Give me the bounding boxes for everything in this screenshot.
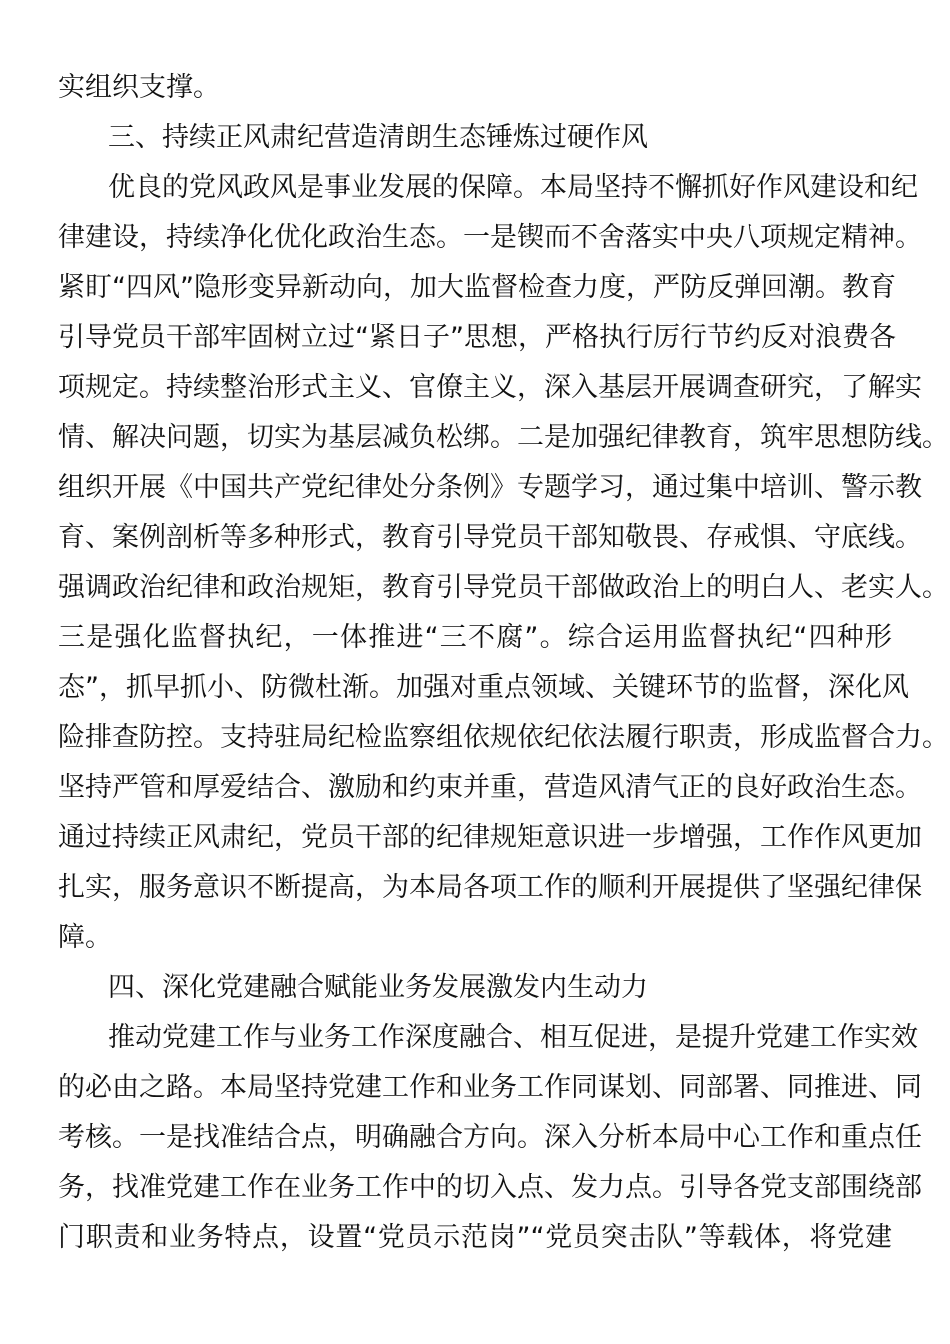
text-line: 推动党建工作与业务工作深度融合、相互促进，是提升党建工作实效	[108, 1022, 918, 1053]
text-line: 情、解决问题，切实为基层减负松绑。二是加强纪律教育，筑牢思想防线。	[58, 422, 949, 453]
text-line: 的必由之路。本局坚持党建工作和业务工作同谋划、同部署、同推进、同	[58, 1072, 922, 1103]
text-line: 坚持严管和厚爱结合、激励和约束并重，营造风清气正的良好政治生态。	[58, 772, 922, 803]
text-line: 务，找准党建工作在业务工作中的切入点、发力点。引导各党支部围绕部	[58, 1172, 922, 1203]
text-line: 紧盯“四风”隐形变异新动向，加大监督检查力度，严防反弹回潮。教育	[58, 272, 896, 303]
text-line: 优良的党风政风是事业发展的保障。本局坚持不懈抓好作风建设和纪	[108, 172, 918, 203]
text-line: 律建设，持续净化优化政治生态。一是锲而不舍落实中央八项规定精神。	[58, 222, 922, 253]
text-line: 障。	[58, 922, 112, 953]
text-line: 扎实，服务意识不断提高，为本局各项工作的顺利开展提供了坚强纪律保	[58, 872, 922, 903]
section-heading: 四、深化党建融合赋能业务发展激发内生动力	[108, 972, 648, 1003]
text-line: 实组织支撑。	[58, 72, 220, 103]
section-heading: 三、持续正风肃纪营造清朗生态锤炼过硬作风	[108, 122, 648, 153]
text-line: 三是强化监督执纪，一体推进“三不腐”。综合运用监督执纪“四种形	[58, 622, 892, 653]
text-line: 组织开展《中国共产党纪律处分条例》专题学习，通过集中培训、警示教	[58, 472, 922, 503]
text-line: 考核。一是找准结合点，明确融合方向。深入分析本局中心工作和重点任	[58, 1122, 922, 1153]
text-line: 通过持续正风肃纪，党员干部的纪律规矩意识进一步增强，工作作风更加	[58, 822, 922, 853]
text-line: 强调政治纪律和政治规矩，教育引导党员干部做政治上的明白人、老实人。	[58, 572, 949, 603]
text-line: 育、案例剖析等多种形式，教育引导党员干部知敬畏、存戒惧、守底线。	[58, 522, 922, 553]
text-line: 引导党员干部牢固树立过“紧日子”思想，严格执行厉行节约反对浪费各	[58, 322, 896, 353]
text-line: 险排查防控。支持驻局纪检监察组依规依纪依法履行职责，形成监督合力。	[58, 722, 949, 753]
text-line: 态”，抓早抓小、防微杜渐。加强对重点领域、关键环节的监督，深化风	[58, 672, 909, 703]
text-line: 门职责和业务特点，设置“党员示范岗”“党员突击队”等载体，将党建	[58, 1222, 892, 1253]
text-line: 项规定。持续整治形式主义、官僚主义，深入基层开展调查研究，了解实	[58, 372, 922, 403]
